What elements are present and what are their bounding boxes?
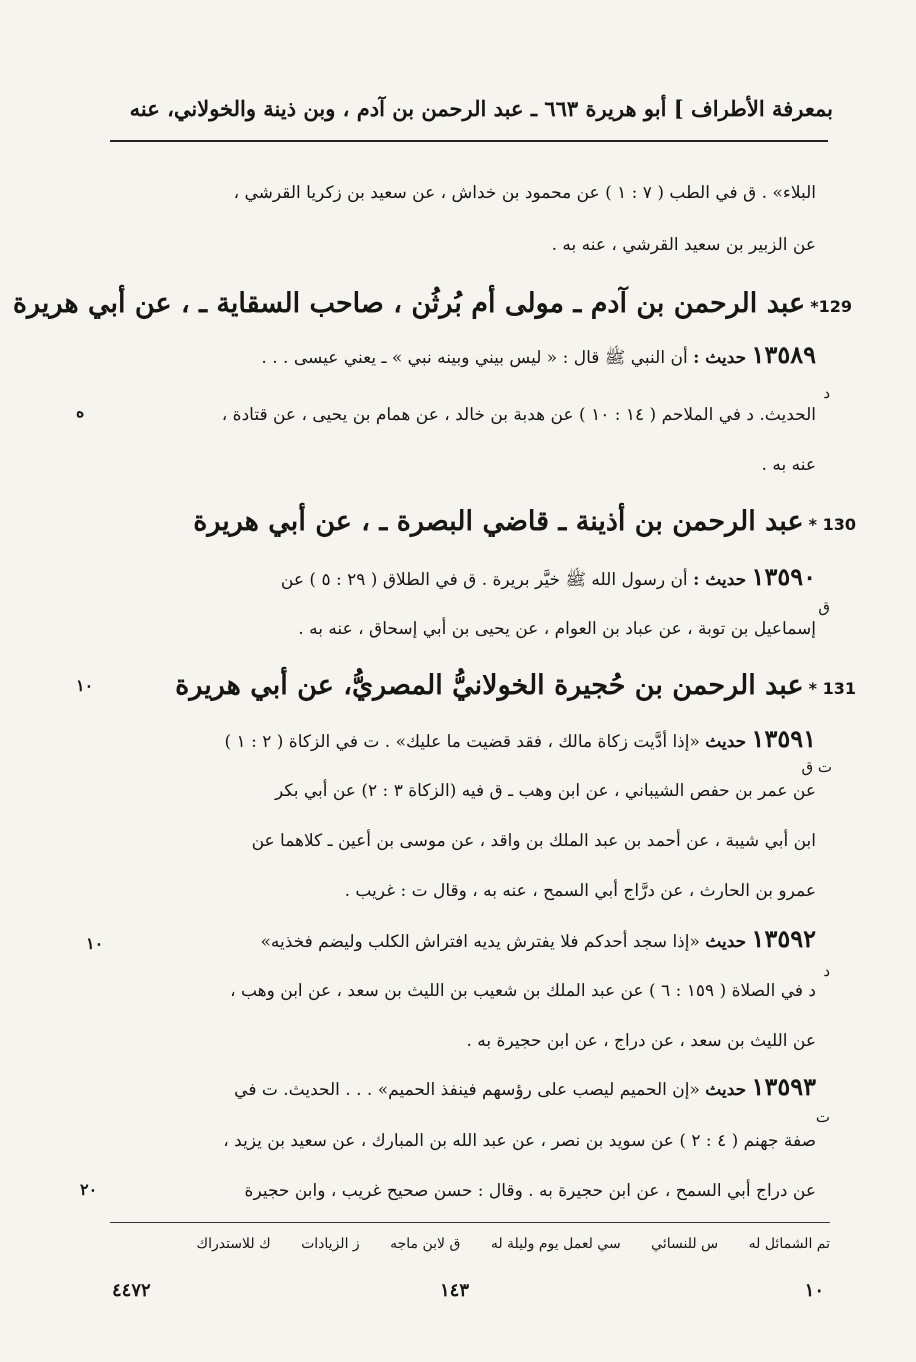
hadith-label: حديث :	[693, 570, 747, 590]
margin-number: ٢٠	[80, 1180, 98, 1199]
hadith-13592	[260, 924, 816, 953]
margin-siglum: ق	[818, 598, 830, 616]
text-line: عمرو بن الحارث ، عن درَّاج أبي السمح ، عنه به ، وقال ت : غريب .	[344, 881, 816, 901]
text-line: د في الصلاة ( ١٥٩ : ٦ ) عن عبد الملك بن شعيب بن الليث بن سعد ، عن ابن وهب ،	[230, 981, 816, 1001]
text-line: صفة جهنم ( ٤ : ٢ ) عن سويد بن نصر ، عن عبد الله بن المبارك ، عن سعيد بن يزيد ،	[223, 1131, 816, 1151]
footnote-abbreviations	[171, 1230, 830, 1258]
entry-number: 131	[822, 679, 856, 698]
page-number: ١٤٣	[440, 1280, 470, 1301]
hadith-label: حديث :	[693, 348, 747, 368]
entry-heading-129: 129* عبد الرحمن بن آدم ـ مولى أم بُرثُن ، صاحب السقاية ـ ، عن أبي هريرة	[12, 288, 852, 319]
hadith-label: حديث	[705, 1080, 747, 1100]
hadith-13589	[261, 340, 816, 372]
hadith-number: ١٣٥٨٩	[751, 340, 816, 369]
entry-heading-131: 131 * عبد الرحمن بن حُجيرة الخولانيُّ المصريُّ، عن أبي هريرة	[175, 670, 856, 701]
entry-heading-130: 130 * عبد الرحمن بن أذينة ـ قاضي البصرة ـ ، عن أبي هريرة	[193, 506, 856, 537]
entry-title: عبد الرحمن بن حُجيرة الخولانيُّ المصريُّ، عن أبي هريرة	[175, 670, 804, 701]
hadith-13593	[234, 1072, 816, 1101]
footer-right-number: ١٠	[804, 1280, 824, 1301]
hadith-text: «إذا أدَّيت زكاة مالك ، فقد قضيت ما عليك» . ت في الزكاة ( ٢ : ١ )	[224, 732, 700, 752]
hadith-text: أن رسول الله ﷺ خيَّر بريرة . ق في الطلاق ( ٢٩ : ٥ ) عن	[280, 570, 688, 590]
footnote-item: ز الزيادات	[301, 1236, 360, 1252]
entry-number: 129	[818, 297, 852, 316]
header-rule	[110, 140, 828, 142]
footer-left-number: ٤٤٧٢	[112, 1280, 151, 1301]
running-title: بمعرفة الأطراف ] أبو هريرة ٦٦٣ ـ عبد الرحمن بن آدم ، وبن ذينة والخولاني، عنه	[129, 96, 833, 121]
footnote-item: س للنسائي	[651, 1236, 719, 1252]
margin-siglum: ت ق	[801, 758, 832, 776]
text-line: عن الليث بن سعد ، عن دراج ، عن ابن حجيرة به .	[466, 1031, 816, 1051]
hadith-number: ١٣٥٩٢	[751, 924, 816, 953]
margin-number: ١٠	[76, 676, 94, 695]
margin-siglum: د	[823, 962, 830, 980]
hadith-label: حديث	[705, 932, 747, 952]
text-line: البلاء» . ق في الطب ( ٧ : ١ ) عن محمود بن خداش ، عن سعيد بن زكريا القرشي ،	[233, 183, 816, 203]
text-line: عنه به .	[761, 455, 816, 475]
hadith-number: ١٣٥٩٣	[751, 1072, 816, 1101]
text-line: عن الزبير بن سعيد القرشي ، عنه به .	[551, 235, 816, 255]
hadith-number: ١٣٥٩٠	[751, 562, 816, 591]
margin-number: ه	[76, 402, 85, 421]
margin-siglum: د	[823, 384, 830, 402]
text-line: ابن أبي شيبة ، عن أحمد بن عبد الملك بن واقد ، عن موسى بن أعين ـ كلاهما عن	[251, 831, 816, 851]
hadith-13590	[281, 562, 816, 594]
entry-title: عبد الرحمن بن آدم ـ مولى أم بُرثُن ، صاحب السقاية ـ ، عن أبي هريرة	[12, 288, 806, 319]
footnote-item: ق لابن ماجه	[390, 1236, 461, 1252]
hadith-text: «إذا سجد أحدكم فلا يفترش يديه افتراش الكلب وليضم فخذيه»	[260, 932, 700, 952]
running-header	[105, 96, 833, 136]
footnote-item: تم الشمائل له	[748, 1236, 830, 1252]
hadith-13591	[224, 724, 816, 753]
margin-number: ١٠	[86, 934, 104, 953]
entry-number: 130	[822, 515, 856, 534]
text-line: عن عمر بن حفص الشيباني ، عن ابن وهب ـ ق فيه (الزكاة ٣ : ٢) عن أبي بكر	[274, 781, 816, 801]
entry-title: عبد الرحمن بن أذينة ـ قاضي البصرة ـ ، عن أبي هريرة	[193, 506, 804, 537]
footnote-rule	[110, 1222, 830, 1223]
hadith-text: أن النبي ﷺ قال : « ليس بيني وبينه نبي » ـ يعني عيسى . . .	[261, 348, 688, 368]
margin-siglum: ت	[815, 1108, 830, 1126]
footnote-item: ك للاستدراك	[196, 1236, 271, 1252]
text-line: الحديث. د في الملاحم ( ١٤ : ١٠ ) عن هدبة بن خالد ، عن همام بن يحيى ، عن قتادة ،	[221, 405, 816, 425]
text-line: عن دراج أبي السمح ، عن ابن حجيرة به . وقال : حسن صحيح غريب ، وابن حجيرة	[244, 1181, 816, 1201]
footnote-item: سي لعمل يوم وليلة له	[490, 1236, 621, 1252]
hadith-text: «إن الحميم ليصب على رؤسهم فينفذ الحميم» . . . الحديث. ت في	[234, 1080, 700, 1100]
text-line: إسماعيل بن توبة ، عن عباد بن العوام ، عن يحيى بن أبي إسحاق ، عنه به .	[298, 619, 816, 639]
hadith-label: حديث	[705, 732, 747, 752]
hadith-number: ١٣٥٩١	[751, 724, 816, 753]
